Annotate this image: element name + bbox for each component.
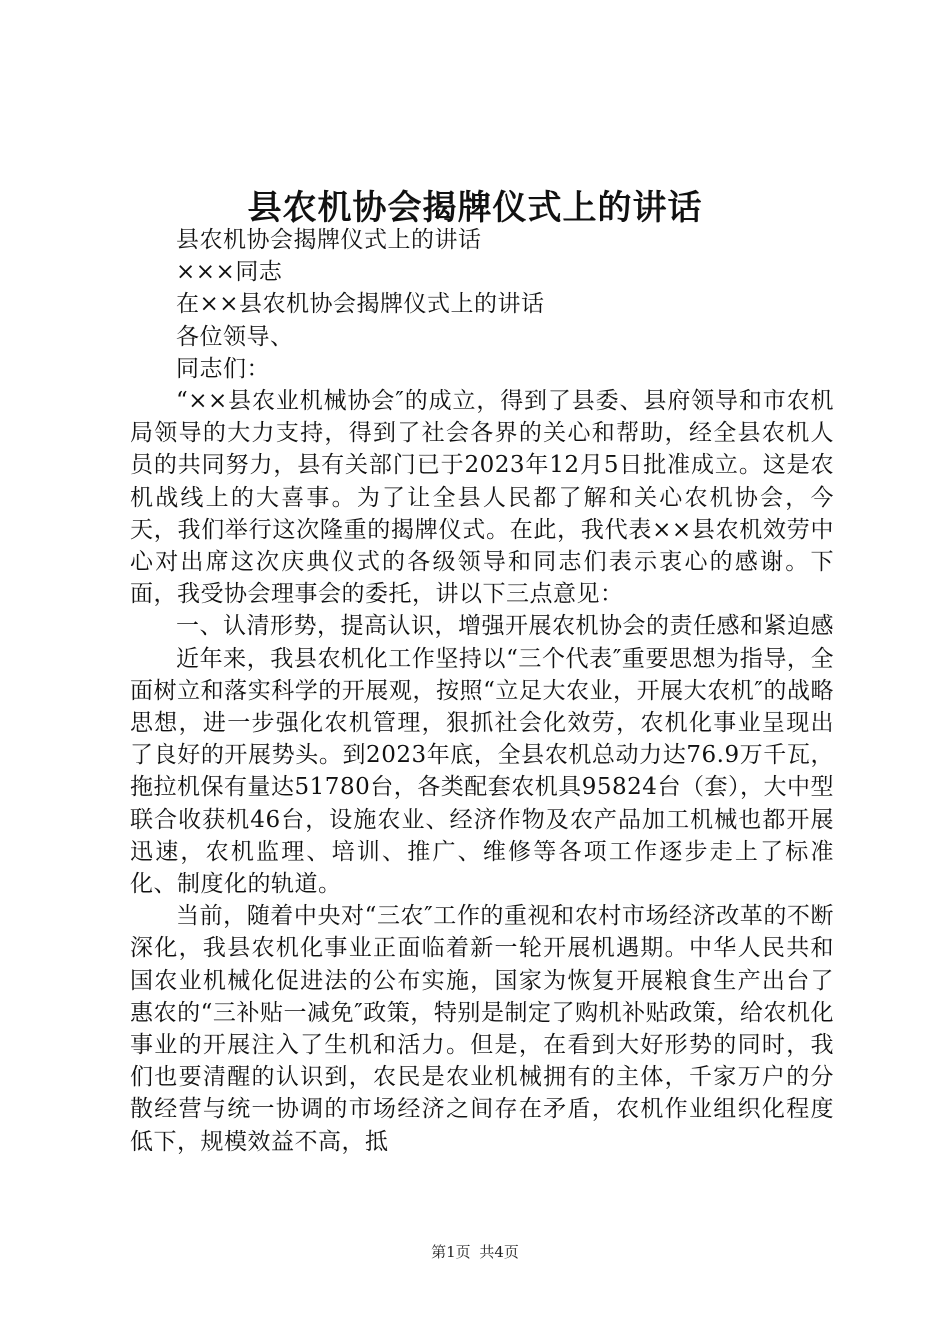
paragraph-subtitle: 县农机协会揭牌仪式上的讲话 bbox=[176, 227, 482, 253]
paragraph-greeting-leaders: 各位领导、 bbox=[176, 323, 294, 350]
document-body bbox=[130, 208, 834, 1158]
paragraph-speaker: ×××同志 bbox=[176, 259, 283, 286]
paragraph-body: 当前，随着中央对“三农″工作的重视和农村市场经济改革的不断深化，我县农机化事业正面临着新一轮开展机遇期。中华人民共和国农业机械化促进法的公布实施，国家为恢复开展粮食生产出台了惠农的“三补贴一减免″政策，特别是制定了购机补贴政策，给农机化事业的开展注入了生机和活力。但是，在看到大好形势的同时，我们也要清醒的认识到，农民是农业机械拥有的主体，千家万户的分散经营与统一协调的市场经济之间存在矛盾，农机作业组织化程度低下，规模效益不高，抵 bbox=[130, 903, 834, 1155]
section-heading: 一、认清形势，提高认识，增强开展农机协会的责任感和紧迫感 bbox=[176, 613, 834, 640]
paragraph-greeting-comrades: 同志们： bbox=[176, 355, 270, 382]
paragraph-occasion: 在××县农机协会揭牌仪式上的讲话 bbox=[176, 291, 545, 318]
paragraph-body: “××县农业机械协会″的成立，得到了县委、县府领导和市农机局领导的大力支持，得到了社会各界的关心和帮助，经全县农机人员的共同努力，县有关部门已于2023年12月5日批准成立。这是农机战线上的大喜事。为了让全县人民都了解和关心农机协会，今天，我们举行这次隆重的揭牌仪式。在此，我代表××县农机效劳中心对出席这次庆典仪式的各级领导和同志们表示衷心的感谢。下面，我受协会理事会的委托，讲以下三点意见： bbox=[130, 388, 834, 608]
document-title: 县农机协会揭牌仪式上的讲话 bbox=[247, 188, 703, 228]
page-number: 第1页 bbox=[431, 1243, 471, 1261]
paragraph-body: 近年来，我县农机化工作坚持以“三个代表″重要思想为指导，全面树立和落实科学的开展观，按照“立足大农业，开展大农机″的战略思想，进一步强化农机管理，狠抓社会化效劳，农机化事业呈现出了良好的开展势头。到2023年底，全县农机总动力达76.9万千瓦，拖拉机保有量达51780台，各类配套农机具95824台（套），大中型联合收获机46台，设施农业、经济作物及农产品加工机械也都开展迅速，农机监理、培训、推广、维修等各项工作逐步走上了标准化、制度化的轨道。 bbox=[130, 645, 834, 898]
page-total: 共4页 bbox=[479, 1243, 519, 1261]
page-footer bbox=[0, 1240, 950, 1264]
